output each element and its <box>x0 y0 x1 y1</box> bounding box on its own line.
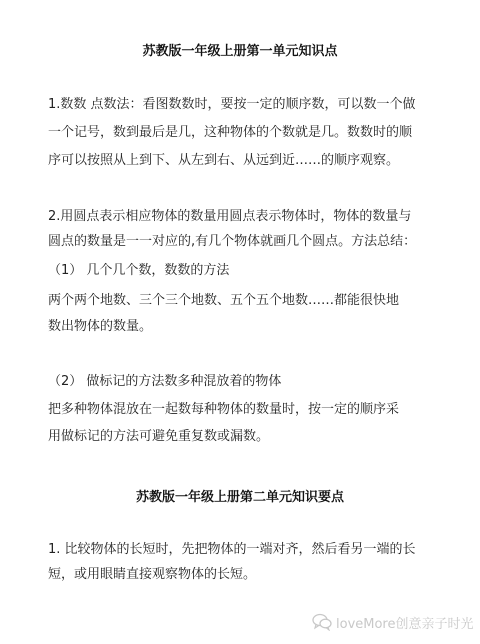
paragraph-1-line-1: 1.数数 点数法：看图数数时，要按一定的顺序数，可以数一个做 <box>48 97 416 112</box>
paragraph-2-line-1: 2.用圆点表示相应物体的数量用圆点表示物体时，物体的数量与 <box>48 209 412 224</box>
wechat-icon <box>312 613 332 631</box>
method-1-line-1: 两个两个地数、三个三个地数、五个五个地数……都能很快地 <box>48 293 400 308</box>
section-1-title: 苏教版一年级上册第一单元知识点 <box>142 44 338 59</box>
paragraph-3-line-1: 1. 比较物体的长短时，先把物体的一端对齐，然后看另一端的长 <box>48 542 416 557</box>
method-2-line-1: 把多种物体混放在一起数每种物体的数量时，按一定的顺序采 <box>48 402 400 417</box>
paragraph-1-line-3: 序可以按照从上到下、从左到右、从远到近……的顺序观察。 <box>48 153 400 168</box>
section-2-title: 苏教版一年级上册第二单元知识要点 <box>135 490 344 505</box>
paragraph-1-line-2: 一个记号，数到最后是几，这种物体的个数就是几。数数时的顺 <box>48 125 413 140</box>
method-1-line-2: 数出物体的数量。 <box>48 319 153 334</box>
paragraph-2-line-2: 圆点的数量是一一对应的,有几个物体就画几个圆点。方法总结： <box>48 234 417 249</box>
paragraph-3-line-2: 短，或用眼睛直接观察物体的长短。 <box>48 567 257 582</box>
method-2-heading: （2） 做标记的方法数多种混放着的物体 <box>48 374 282 389</box>
watermark <box>312 613 473 631</box>
watermark-text: loveMore创意亲子时光 <box>336 616 474 632</box>
method-1-heading: （1） 几个几个数，数数的方法 <box>48 263 230 278</box>
method-2-line-2: 用做标记的方法可避免重复数或漏数。 <box>48 429 270 444</box>
